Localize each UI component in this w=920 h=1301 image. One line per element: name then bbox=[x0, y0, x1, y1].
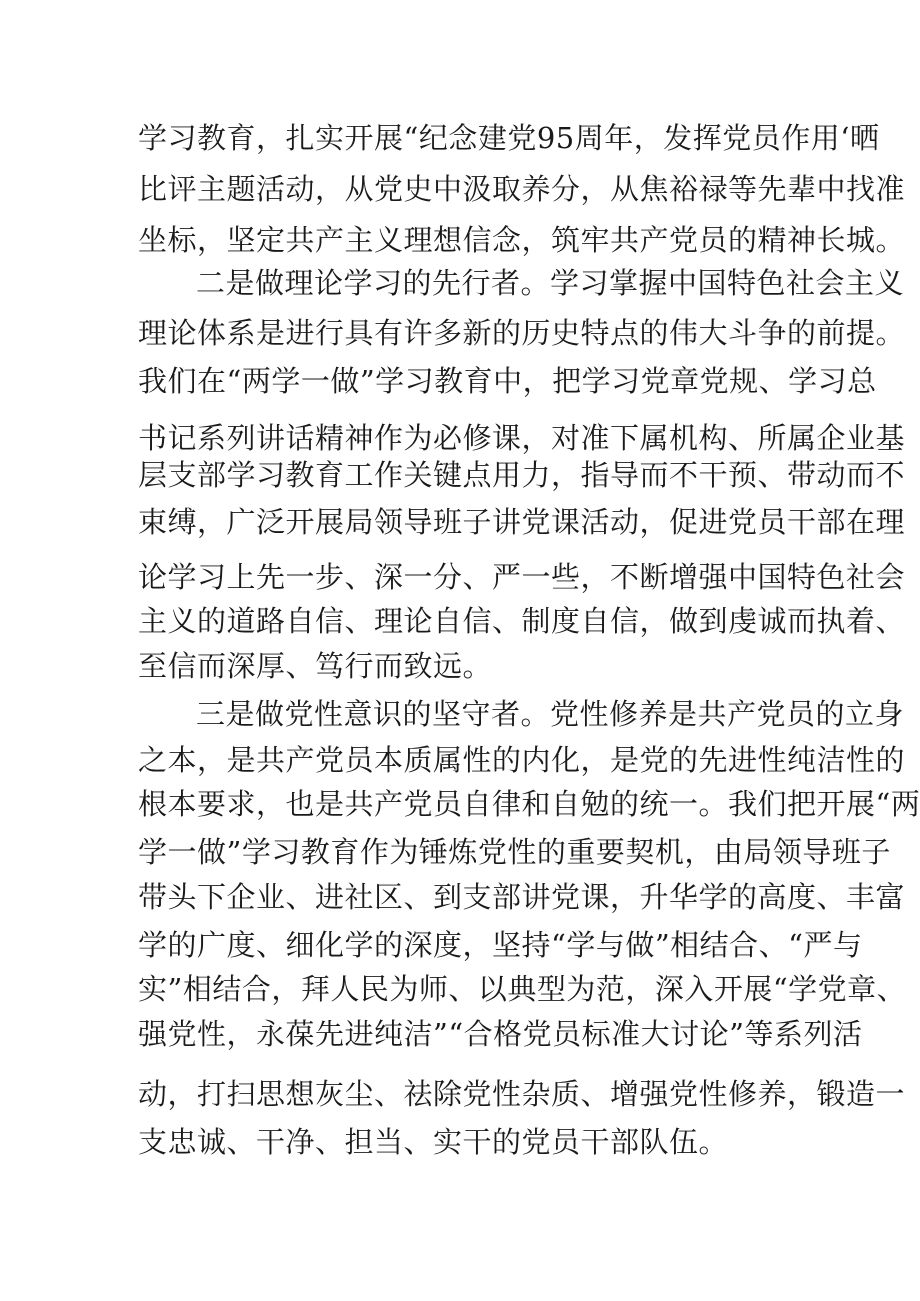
text-line: 之本，是共产党员本质属性的内化，是党的先进性纯洁性的 bbox=[138, 743, 906, 777]
text-line: 动，打扫思想灰尘、祛除党性杂质、增强党性修养，锻造一 bbox=[138, 1077, 906, 1111]
text-line: 论学习上先一步、深一分、严一些，不断增强中国特色社会 bbox=[138, 560, 906, 594]
paragraph-2-first-line: 二是做理论学习的先行者。学习掌握中国特色社会主义 bbox=[196, 266, 905, 300]
text-line: 主义的道路自信、理论自信、制度自信，做到虔诚而执着、 bbox=[138, 604, 906, 638]
text-line: 坐标，坚定共产主义理想信念，筑牢共产党员的精神长城。 bbox=[138, 223, 906, 257]
text-line: 支忠诚、干净、担当、实干的党员干部队伍。 bbox=[138, 1125, 729, 1159]
text-line: 比评主题活动，从党史中汲取养分，从焦裕禄等先辈中找准 bbox=[138, 172, 906, 206]
text-line: 至信而深厚、笃行而致远。 bbox=[138, 649, 493, 683]
text-line: 实”相结合，拜人民为师、以典型为范，深入开展“学党章、 bbox=[138, 972, 907, 1006]
text-line: 束缚，广泛开展局领导班子讲党课活动，促进党员干部在理 bbox=[138, 505, 906, 539]
text-line: 带头下企业、进社区、到支部讲党课，升华学的高度、丰富 bbox=[138, 880, 906, 914]
text-line: 理论体系是进行具有许多新的历史特点的伟大斗争的前提。 bbox=[138, 316, 906, 350]
text-line: 强党性，永葆先进纯洁”“合格党员标准大讨论”等系列活 bbox=[138, 1017, 863, 1051]
paragraph-3-first-line: 三是做党性意识的坚守者。党性修养是共产党员的立身 bbox=[196, 697, 905, 731]
text-line: 学的广度、细化学的深度，坚持“学与做”相结合、“严与 bbox=[138, 928, 863, 962]
text-line: 学一做”学习教育作为锤炼党性的重要契机，由局领导班子 bbox=[138, 835, 891, 869]
text-line: 层支部学习教育工作关键点用力，指导而不干预、带动而不 bbox=[138, 458, 906, 492]
text-line: 根本要求，也是共产党员自律和自勉的统一。我们把开展“两 bbox=[138, 787, 920, 821]
text-line: 我们在“两学一做”学习教育中，把学习党章党规、学习总 bbox=[138, 364, 877, 398]
text-line: 书记系列讲话精神作为必修课，对准下属机构、所属企业基 bbox=[138, 421, 906, 455]
text-line: 学习教育，扎实开展“纪念建党95周年，发挥党员作用‘晒 bbox=[138, 121, 880, 155]
